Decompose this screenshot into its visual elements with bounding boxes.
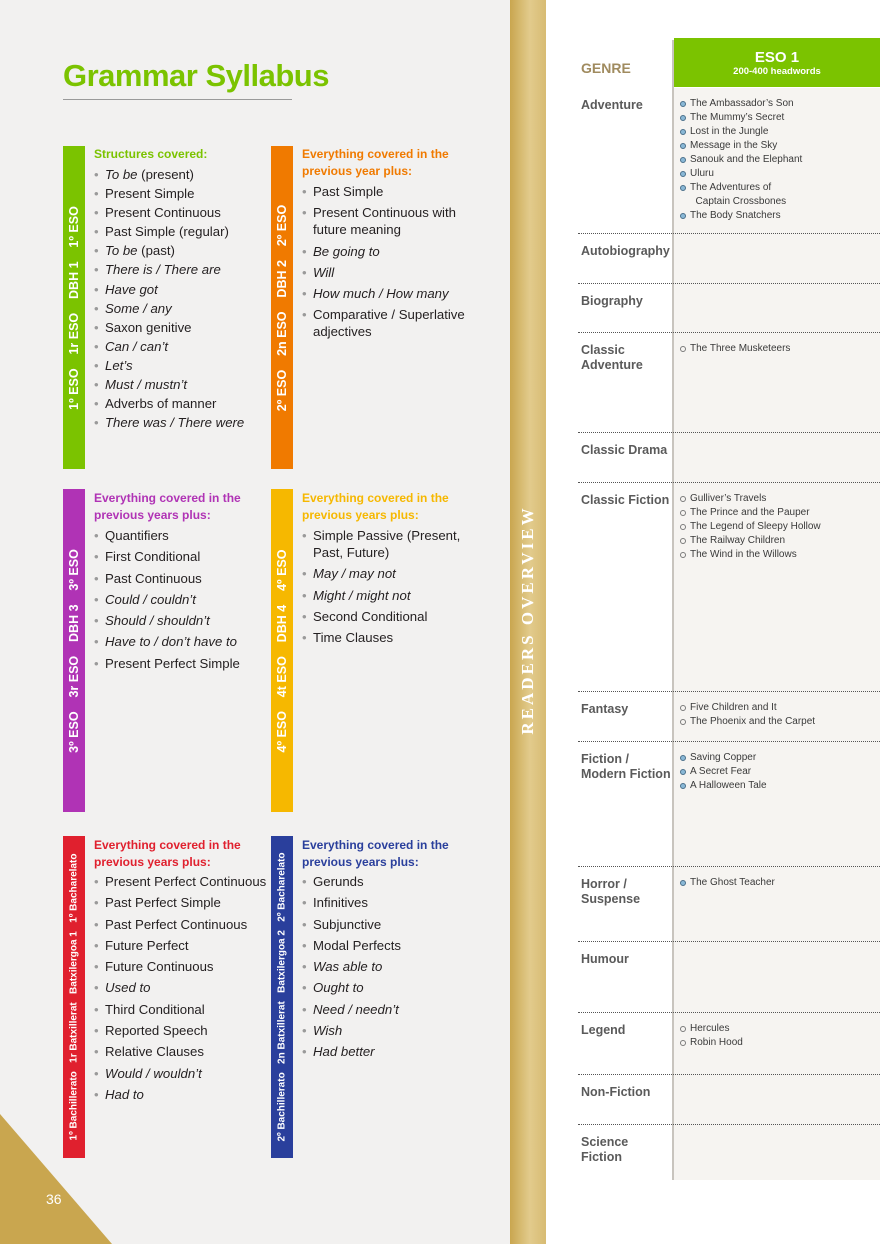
- book-list: [680, 701, 815, 729]
- row-separator: [578, 866, 880, 867]
- book-title[interactable]: Robin Hood: [680, 1036, 743, 1050]
- grammar-item: • Comparative / Superlative adjectives: [302, 306, 480, 340]
- row-separator: [578, 332, 880, 333]
- bullet-circle-icon: [680, 115, 686, 121]
- grammar-item: • Saxon genitive: [94, 319, 269, 336]
- grammar-item: • Must / mustn’t: [94, 376, 269, 393]
- book-title[interactable]: The Ghost Teacher: [680, 876, 775, 890]
- bullet-circle-icon: [680, 719, 686, 725]
- book-title[interactable]: The Mummy’s Secret: [680, 111, 802, 125]
- grammar-item: • How much / How many: [302, 285, 480, 302]
- book-list: [680, 492, 821, 562]
- book-list: [680, 751, 767, 793]
- bullet-circle-icon: [680, 1040, 686, 1046]
- row-separator: [578, 432, 880, 433]
- row-separator: [578, 233, 880, 234]
- grammar-item: • Have to / don’t have to: [94, 633, 269, 650]
- book-title[interactable]: The Adventures of Captain Crossbones: [680, 181, 802, 209]
- grammar-item: • Second Conditional: [302, 608, 480, 625]
- grammar-item: • Quantifiers: [94, 527, 269, 544]
- level-bar-label-eso2: 2º ESO 2n ESO DBH 2 2º ESO: [275, 204, 289, 411]
- grammar-item: • Time Clauses: [302, 629, 480, 646]
- book-title[interactable]: The Phoenix and the Carpet: [680, 715, 815, 729]
- grammar-list-eso4: [302, 527, 480, 650]
- book-list: [680, 1022, 743, 1050]
- bullet-circle-icon: [680, 880, 686, 886]
- grammar-item: • There is / There are: [94, 261, 269, 278]
- grammar-item: • Wish: [302, 1022, 480, 1039]
- book-title[interactable]: The Legend of Sleepy Hollow: [680, 520, 821, 534]
- book-title[interactable]: The Three Musketeers: [680, 342, 790, 356]
- book-list: [680, 876, 775, 890]
- grammar-item: • Adverbs of manner: [94, 395, 269, 412]
- level-header: [674, 38, 880, 87]
- bullet-circle-icon: [680, 346, 686, 352]
- genre-header: GENRE: [581, 60, 631, 76]
- book-title[interactable]: The Railway Children: [680, 534, 821, 548]
- grammar-item: • Past Continuous: [94, 570, 269, 587]
- grammar-item: • To be (present): [94, 166, 269, 183]
- genre-name: Horror / Suspense: [581, 877, 641, 906]
- grammar-item: • Need / needn’t: [302, 1001, 480, 1018]
- bullet-circle-icon: [680, 524, 686, 530]
- title-underline: [63, 99, 292, 100]
- grammar-list-bach1: [94, 873, 269, 1107]
- book-list: [680, 97, 802, 223]
- grammar-item: • Simple Passive (Present, Past, Future): [302, 527, 480, 561]
- grammar-item: • Could / couldn’t: [94, 591, 269, 608]
- book-title[interactable]: Uluru: [680, 167, 802, 181]
- genre-name: Fantasy: [581, 702, 629, 716]
- genre-name: Science Fiction: [581, 1135, 629, 1164]
- book-title[interactable]: Hercules: [680, 1022, 743, 1036]
- bullet-circle-icon: [680, 171, 686, 177]
- grammar-item: • Third Conditional: [94, 1001, 269, 1018]
- book-title[interactable]: Sanouk and the Elephant: [680, 153, 802, 167]
- genre-name: Adventure: [581, 98, 643, 112]
- level-bar-label-eso3: 3º ESO 3r ESO DBH 3 3º ESO: [67, 548, 81, 753]
- bullet-circle-icon: [680, 157, 686, 163]
- grammar-item: • Would / wouldn’t: [94, 1065, 269, 1082]
- grammar-item: • Reported Speech: [94, 1022, 269, 1039]
- block-heading-bach2: Everything covered in the previous years plus:: [302, 838, 449, 869]
- level-bar-label-eso4: 4º ESO 4t ESO DBH 4 4º ESO: [275, 549, 289, 752]
- bullet-circle-icon: [680, 143, 686, 149]
- grammar-item: • Some / any: [94, 300, 269, 317]
- bullet-circle-icon: [680, 755, 686, 761]
- genre-name: Classic Drama: [581, 443, 668, 457]
- bullet-circle-icon: [680, 783, 686, 789]
- bullet-circle-icon: [680, 510, 686, 516]
- grammar-item: • Subjunctive: [302, 916, 480, 933]
- corner-triangle: [0, 1114, 112, 1244]
- book-title[interactable]: The Body Snatchers: [680, 209, 802, 223]
- grammar-item: • Had to: [94, 1086, 269, 1103]
- block-heading-eso1: Structures covered:: [94, 147, 208, 161]
- block-heading-eso2: Everything covered in the previous year plus:: [302, 147, 449, 178]
- grammar-item: • Be going to: [302, 243, 480, 260]
- grammar-list-bach2: [302, 873, 480, 1065]
- block-heading-eso3: Everything covered in the previous years plus:: [94, 491, 241, 522]
- grammar-item: • First Conditional: [94, 548, 269, 565]
- genre-name: Fiction / Modern Fiction: [581, 752, 671, 781]
- grammar-list-eso2: [302, 183, 480, 345]
- grammar-item: • Was able to: [302, 958, 480, 975]
- level-bar-label-bach1: 1º Bachillerato 1r Batxillerat Batxilergoa 1 1º Bacharelato: [68, 853, 80, 1141]
- genre-table-background: [674, 88, 880, 1180]
- block-heading-eso4: Everything covered in the previous years plus:: [302, 491, 449, 522]
- row-separator: [578, 741, 880, 742]
- grammar-item: • Infinitives: [302, 894, 480, 911]
- row-separator: [578, 1012, 880, 1013]
- grammar-item: • Present Continuous: [94, 204, 269, 221]
- genre-column-divider: [672, 40, 674, 1180]
- grammar-item: • Past Perfect Simple: [94, 894, 269, 911]
- grammar-item: • Ought to: [302, 979, 480, 996]
- bullet-circle-icon: [680, 705, 686, 711]
- grammar-item: • May / may not: [302, 565, 480, 582]
- level-title: ESO 1: [754, 49, 800, 66]
- book-title[interactable]: Gulliver’s Travels: [680, 492, 821, 506]
- grammar-item: • Future Perfect: [94, 937, 269, 954]
- grammar-item: • Had better: [302, 1043, 480, 1060]
- row-separator: [578, 283, 880, 284]
- book-title[interactable]: The Wind in the Willows: [680, 548, 821, 562]
- genre-name: Biography: [581, 294, 643, 308]
- grammar-item: • There was / There were: [94, 414, 269, 431]
- bullet-circle-icon: [680, 1026, 686, 1032]
- page-title: Grammar Syllabus: [63, 58, 329, 93]
- bullet-circle-icon: [680, 496, 686, 502]
- book-title[interactable]: Saving Copper: [680, 751, 767, 765]
- level-subtitle: 200-400 headwords: [733, 66, 821, 77]
- bullet-circle-icon: [680, 552, 686, 558]
- book-title[interactable]: A Secret Fear: [680, 765, 767, 779]
- bullet-circle-icon: [680, 538, 686, 544]
- grammar-item: • Present Continuous with future meaning: [302, 204, 480, 238]
- page-number: 36: [46, 1191, 62, 1207]
- grammar-item: • Let’s: [94, 357, 269, 374]
- grammar-item: • Present Simple: [94, 185, 269, 202]
- grammar-item: • Future Continuous: [94, 958, 269, 975]
- genre-name: Classic Adventure: [581, 343, 643, 372]
- level-bar-label-bach2: 2º Bachillerato 2n Batxillerat Batxilergoa 2 2º Bacharelato: [276, 852, 288, 1142]
- grammar-item: • Past Simple (regular): [94, 223, 269, 240]
- grammar-item: • Past Simple: [302, 183, 480, 200]
- grammar-item: • Modal Perfects: [302, 937, 480, 954]
- genre-name: Classic Fiction: [581, 493, 670, 507]
- grammar-item: • Might / might not: [302, 587, 480, 604]
- readers-overview-label: READERS OVERVIEW: [518, 505, 537, 735]
- row-separator: [578, 941, 880, 942]
- bullet-circle-icon: [680, 769, 686, 775]
- book-list: [680, 342, 790, 356]
- book-title[interactable]: A Halloween Tale: [680, 779, 767, 793]
- book-title[interactable]: The Prince and the Pauper: [680, 506, 821, 520]
- grammar-item: • Present Perfect Continuous: [94, 873, 269, 890]
- grammar-item: • Present Perfect Simple: [94, 655, 269, 672]
- grammar-item: • Should / shouldn’t: [94, 612, 269, 629]
- grammar-item: • Past Perfect Continuous: [94, 916, 269, 933]
- row-separator: [578, 691, 880, 692]
- bullet-circle-icon: [680, 101, 686, 107]
- level-bar-label-eso1: 1º ESO 1r ESO DBH 1 1º ESO: [67, 205, 81, 410]
- grammar-item: • Can / can’t: [94, 338, 269, 355]
- row-separator: [578, 1074, 880, 1075]
- row-separator: [578, 1124, 880, 1125]
- grammar-item: • To be (past): [94, 242, 269, 259]
- grammar-item: • Used to: [94, 979, 269, 996]
- grammar-item: • Relative Clauses: [94, 1043, 269, 1060]
- genre-name: Autobiography: [581, 244, 670, 258]
- book-title[interactable]: Message in the Sky: [680, 139, 802, 153]
- genre-name: Humour: [581, 952, 629, 966]
- grammar-item: • Will: [302, 264, 480, 281]
- book-title[interactable]: Lost in the Jungle: [680, 125, 802, 139]
- grammar-item: • Have got: [94, 281, 269, 298]
- block-heading-bach1: Everything covered in the previous years plus:: [94, 838, 241, 869]
- book-title[interactable]: Five Children and It: [680, 701, 815, 715]
- grammar-list-eso1: [94, 166, 269, 433]
- book-title[interactable]: The Ambassador’s Son: [680, 97, 802, 111]
- bullet-circle-icon: [680, 129, 686, 135]
- grammar-list-eso3: [94, 527, 269, 676]
- row-separator: [578, 482, 880, 483]
- genre-name: Non-Fiction: [581, 1085, 651, 1099]
- bullet-circle-icon: [680, 185, 686, 191]
- bullet-circle-icon: [680, 213, 686, 219]
- grammar-item: • Gerunds: [302, 873, 480, 890]
- genre-name: Legend: [581, 1023, 626, 1037]
